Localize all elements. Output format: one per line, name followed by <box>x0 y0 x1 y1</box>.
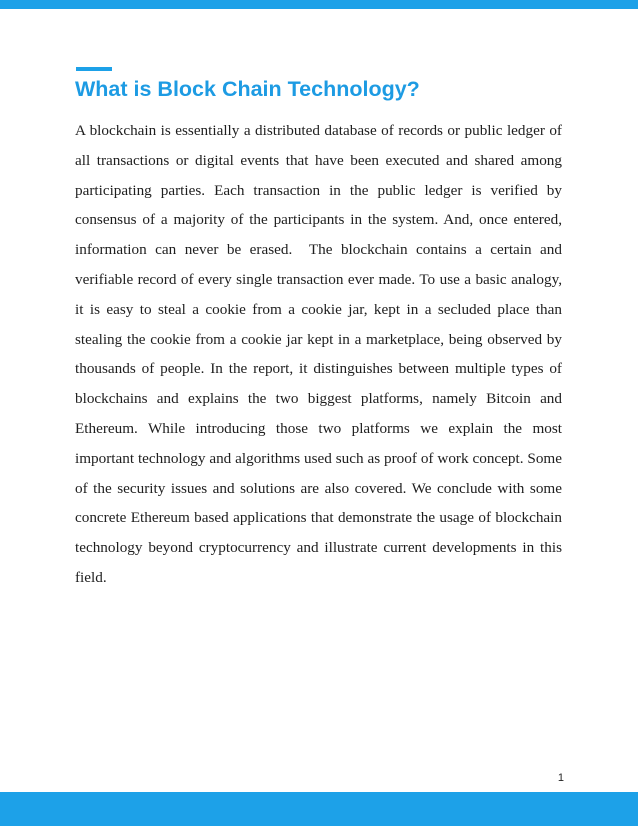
page-number: 1 <box>557 772 564 784</box>
top-accent-bar <box>0 0 638 9</box>
heading-accent-line <box>76 67 112 71</box>
bottom-accent-bar <box>0 792 638 826</box>
page-heading: What is Block Chain Technology? <box>75 77 420 101</box>
body-paragraph: A blockchain is essentially a distributed database of records or public ledger of all transactions or digital events that have been executed and shared among participating parties. Each transaction in the public ledger is verified by consensus of a majority of the participants in the system. And, once entered, information can never be erased. The blockchain contains a certain and verifiable record of every single transaction ever made. To use a basic analogy, it is easy to steal a cookie from a cookie jar, kept in a secluded place than stealing the cookie from a cookie jar kept in a marketplace, being observed by thousands of people. In the report, it distinguishes between multiple types of blockchains and explains the two biggest platforms, namely Bitcoin and Ethereum. While introducing those two platforms we explain the most important technology and algorithms used such as proof of work concept. Some of the security issues and solutions are also covered. We conclude with some concrete Ethereum based applications that demonstrate the usage of blockchain technology beyond cryptocurrency and illustrate current developments in this field. <box>75 122 562 586</box>
